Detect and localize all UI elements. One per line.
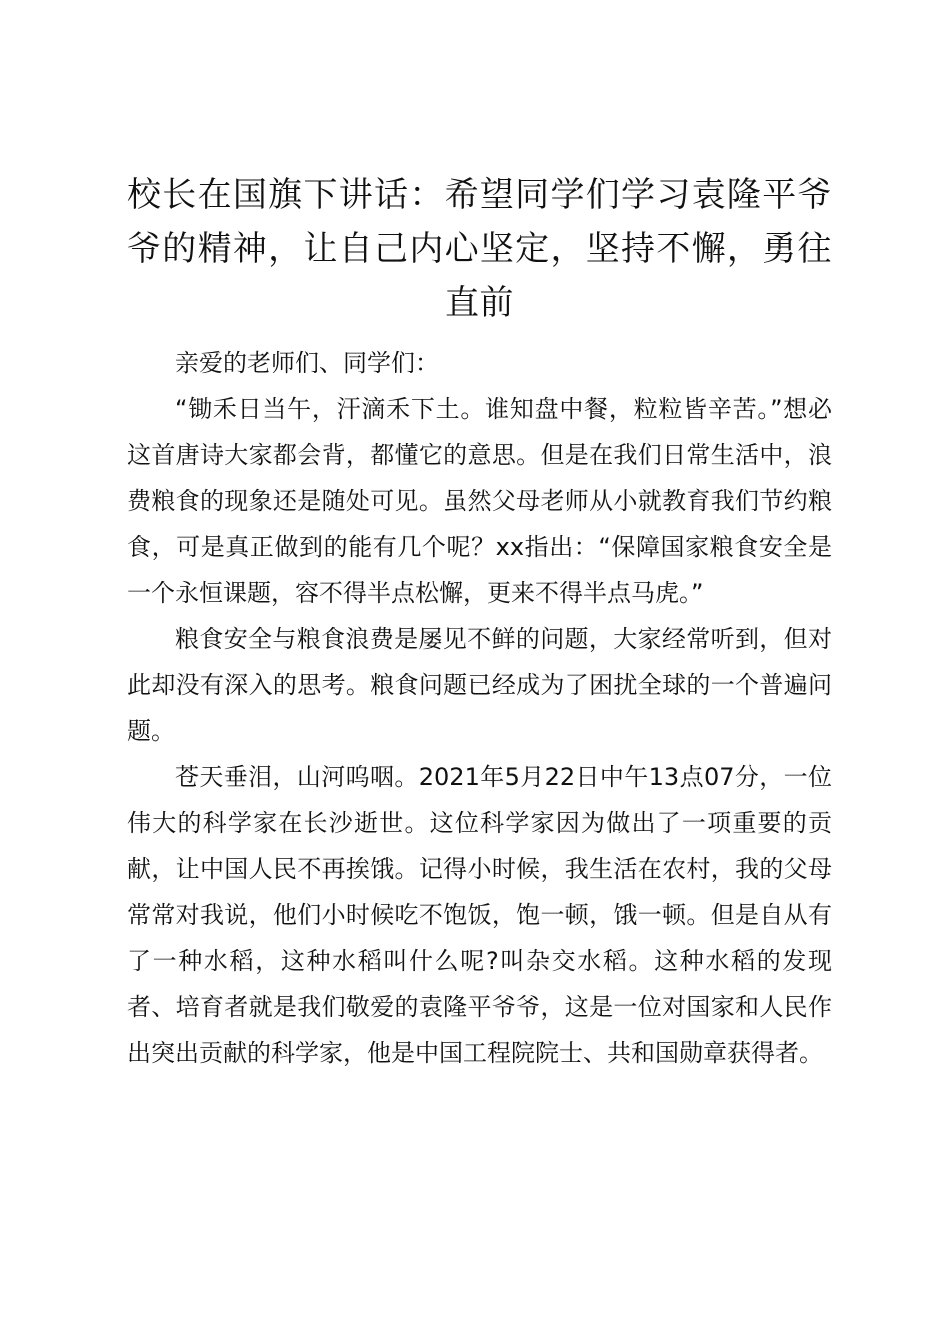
document-title: 校长在国旗下讲话：希望同学们学习袁隆平爷爷的精神，让自己内心坚定，坚持不懈，勇往直前 (127, 175, 832, 323)
paragraph-greeting: 亲爱的老师们、同学们： (175, 349, 439, 377)
paragraph-food-security: 粮食安全与粮食浪费是屡见不鲜的问题，大家经常听到，但对此却没有深入的思考。粮食问题已经成为了困扰全球的一个普遍问题。 (127, 625, 832, 745)
paragraph-yuan-longping: 苍天垂泪，山河呜咽。2021年5月22日中午13点07分，一位伟大的科学家在长沙逝世。这位科学家因为做出了一项重要的贡献，让中国人民不再挨饿。记得小时候，我生活在农村，我的父母常常对我说，他们小时候吃不饱饭，饱一顿，饿一顿。但是自从有了一种水稻，这种水稻叫什么呢?叫杂交水稻。这种水稻的发现者、培育者就是我们敬爱的袁隆平爷爷，这是一位对国家和人民作出突出贡献的科学家，他是中国工程院院士、共和国勋章获得者。 (127, 763, 832, 1067)
paragraph-poem-intro: “锄禾日当午，汗滴禾下土。谁知盘中餐，粒粒皆辛苦。”想必这首唐诗大家都会背，都懂它的意思。但是在我们日常生活中，浪费粮食的现象还是随处可见。虽然父母老师从小就教育我们节约粮食，可是真正做到的能有几个呢？xx指出：“保障国家粮食安全是一个永恒课题，容不得半点松懈，更来不得半点马虎。” (127, 395, 832, 607)
document-content (127, 168, 832, 1076)
document-body (127, 340, 832, 1076)
